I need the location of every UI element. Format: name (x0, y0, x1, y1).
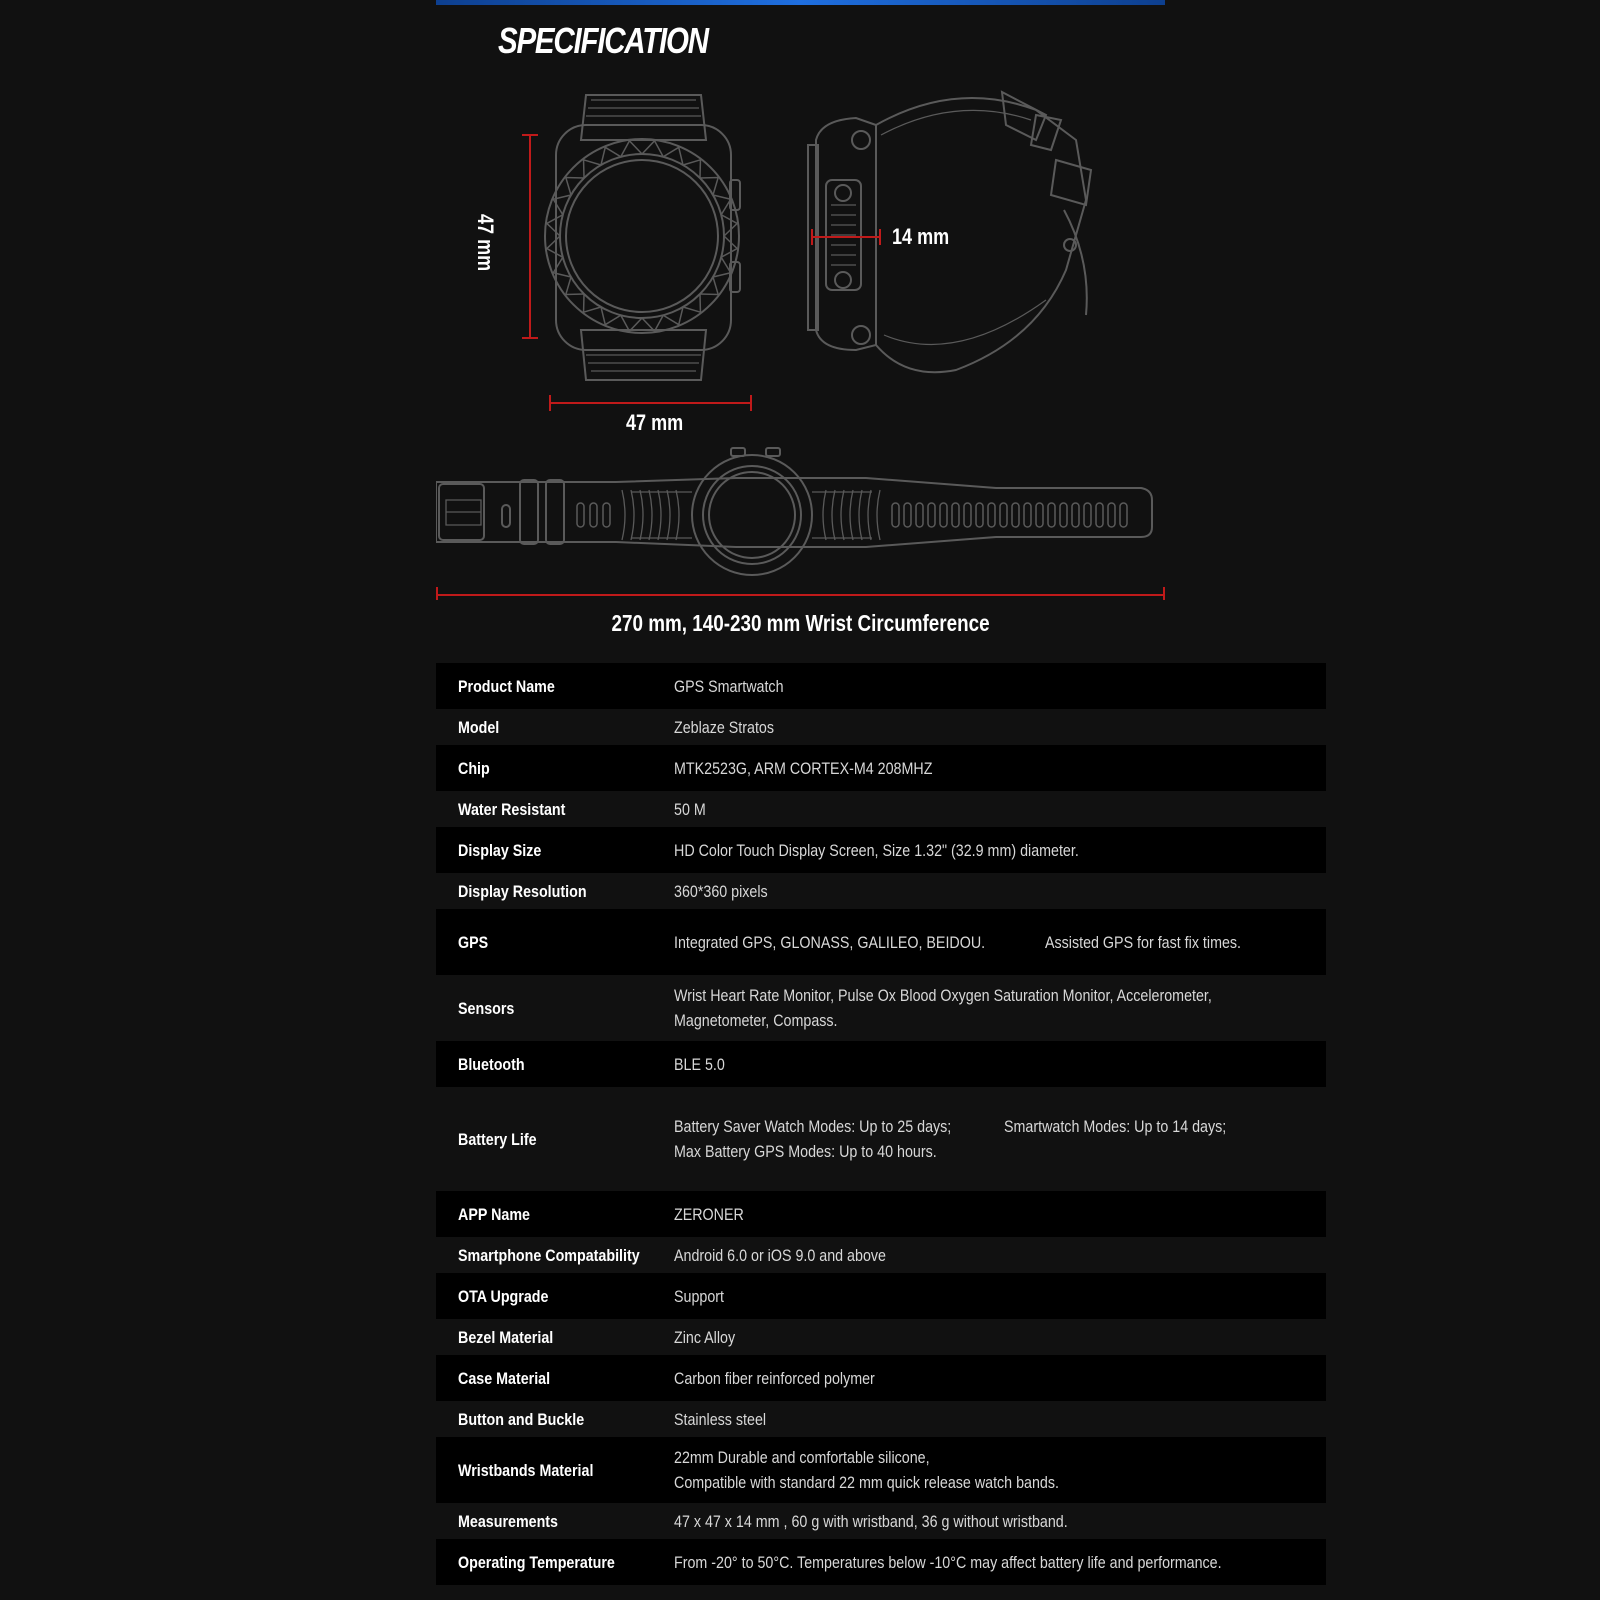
spec-value: MTK2523G, ARM CORTEX-M4 208MHZ (674, 758, 933, 778)
side-view (808, 92, 1091, 372)
spec-key: Operating Temperature (458, 1552, 615, 1572)
spec-key: Smartphone Compatability (458, 1245, 640, 1265)
spec-key: Sensors (458, 998, 515, 1018)
spec-value: 360*360 pixels (674, 881, 768, 901)
width-label: 47 mm (626, 410, 684, 435)
spec-key: Battery Life (458, 1129, 537, 1149)
front-display (566, 160, 718, 312)
thickness-label: 14 mm (892, 224, 950, 249)
spec-value: Carbon fiber reinforced polymer (674, 1368, 876, 1388)
spec-value: GPS Smartwatch (674, 676, 784, 696)
spec-value: Zeblaze Stratos (674, 717, 775, 737)
spec-row (436, 827, 1326, 873)
spec-value: 22mm Durable and comfortable silicone,Compatible with standard 22 mm quick release watch bands. (674, 1448, 1060, 1492)
spec-row (436, 1401, 1326, 1437)
height-label: 47 mm (473, 214, 498, 272)
spec-row (436, 1191, 1326, 1237)
spec-row (436, 1237, 1326, 1273)
spec-key: Display Size (458, 840, 542, 860)
spec-key: Button and Buckle (458, 1409, 585, 1429)
front-bezel-teeth (547, 141, 737, 331)
spec-key: Chip (458, 758, 490, 778)
front-bezel-outer (545, 139, 739, 333)
spec-row (436, 663, 1326, 709)
flat-view (436, 448, 1152, 575)
spec-value: 50 M (674, 799, 707, 819)
spec-row (436, 791, 1326, 827)
spec-table (436, 663, 1326, 1585)
spec-key: Case Material (458, 1368, 551, 1388)
spec-value: Support (674, 1286, 725, 1306)
spec-row (436, 873, 1326, 909)
front-top-strap (581, 95, 706, 140)
spec-row (436, 975, 1326, 1041)
spec-value: Android 6.0 or iOS 9.0 and above (674, 1245, 887, 1265)
front-bezel-inner (560, 154, 724, 318)
spec-row (436, 1319, 1326, 1355)
spec-key: Bluetooth (458, 1054, 525, 1074)
spec-key: Display Resolution (458, 881, 587, 901)
length-caption: 270 mm, 140-230 mm Wrist Circumference (611, 610, 990, 636)
spec-key: APP Name (458, 1204, 530, 1224)
spec-value: BLE 5.0 (674, 1054, 726, 1074)
spec-value: Zinc Alloy (674, 1327, 736, 1347)
spec-page (436, 0, 1241, 1600)
spec-key: OTA Upgrade (458, 1286, 549, 1306)
spec-key: Bezel Material (458, 1327, 554, 1347)
spec-row (436, 1437, 1326, 1503)
spec-value: 47 x 47 x 14 mm , 60 g with wristband, 36 g without wristband. (674, 1511, 1069, 1531)
spec-row (436, 1539, 1326, 1585)
watch-line-drawing (436, 0, 1165, 600)
spec-row (436, 909, 1326, 975)
thickness-dimension-line (812, 229, 880, 245)
spec-row (436, 1273, 1326, 1319)
height-dimension-line (522, 135, 538, 338)
spec-value: Stainless steel (674, 1409, 767, 1429)
spec-key: Measurements (458, 1511, 559, 1531)
spec-row (436, 1355, 1326, 1401)
spec-key: Water Resistant (458, 799, 566, 819)
width-dimension-line (550, 395, 751, 411)
spec-key: Model (458, 717, 500, 737)
spec-row (436, 1503, 1326, 1539)
spec-key: Wristbands Material (458, 1460, 594, 1480)
spec-value: From -20° to 50°C. Temperatures below -10°C may affect battery life and performance. (674, 1552, 1222, 1572)
spec-value: Wrist Heart Rate Monitor, Pulse Ox Blood Oxygen Saturation Monitor, Accelerometer,Magnetometer, Compass. (674, 986, 1213, 1030)
spec-row (436, 709, 1326, 745)
spec-key: GPS (458, 932, 489, 952)
strap-ribs (622, 490, 880, 540)
spec-key: Product Name (458, 676, 555, 696)
spec-row (436, 745, 1326, 791)
spec-value: Integrated GPS, GLONASS, GALILEO, BEIDOU. Assisted GPS for fast fix times. (674, 932, 1241, 952)
spec-value: ZERONER (674, 1204, 745, 1224)
spec-row (436, 1041, 1326, 1087)
length-dimension-line (436, 587, 1164, 600)
spec-value: HD Color Touch Display Screen, Size 1.32" (32.9 mm) diameter. (674, 840, 1080, 860)
spec-row (436, 1087, 1326, 1191)
strap-holes (577, 503, 1127, 527)
spec-value: Battery Saver Watch Modes: Up to 25 days; Smartwatch Modes: Up to 14 days;Max Battery GPS Modes: Up to 40 hours. (674, 1117, 1227, 1161)
page-title: SPECIFICATION (498, 20, 708, 61)
